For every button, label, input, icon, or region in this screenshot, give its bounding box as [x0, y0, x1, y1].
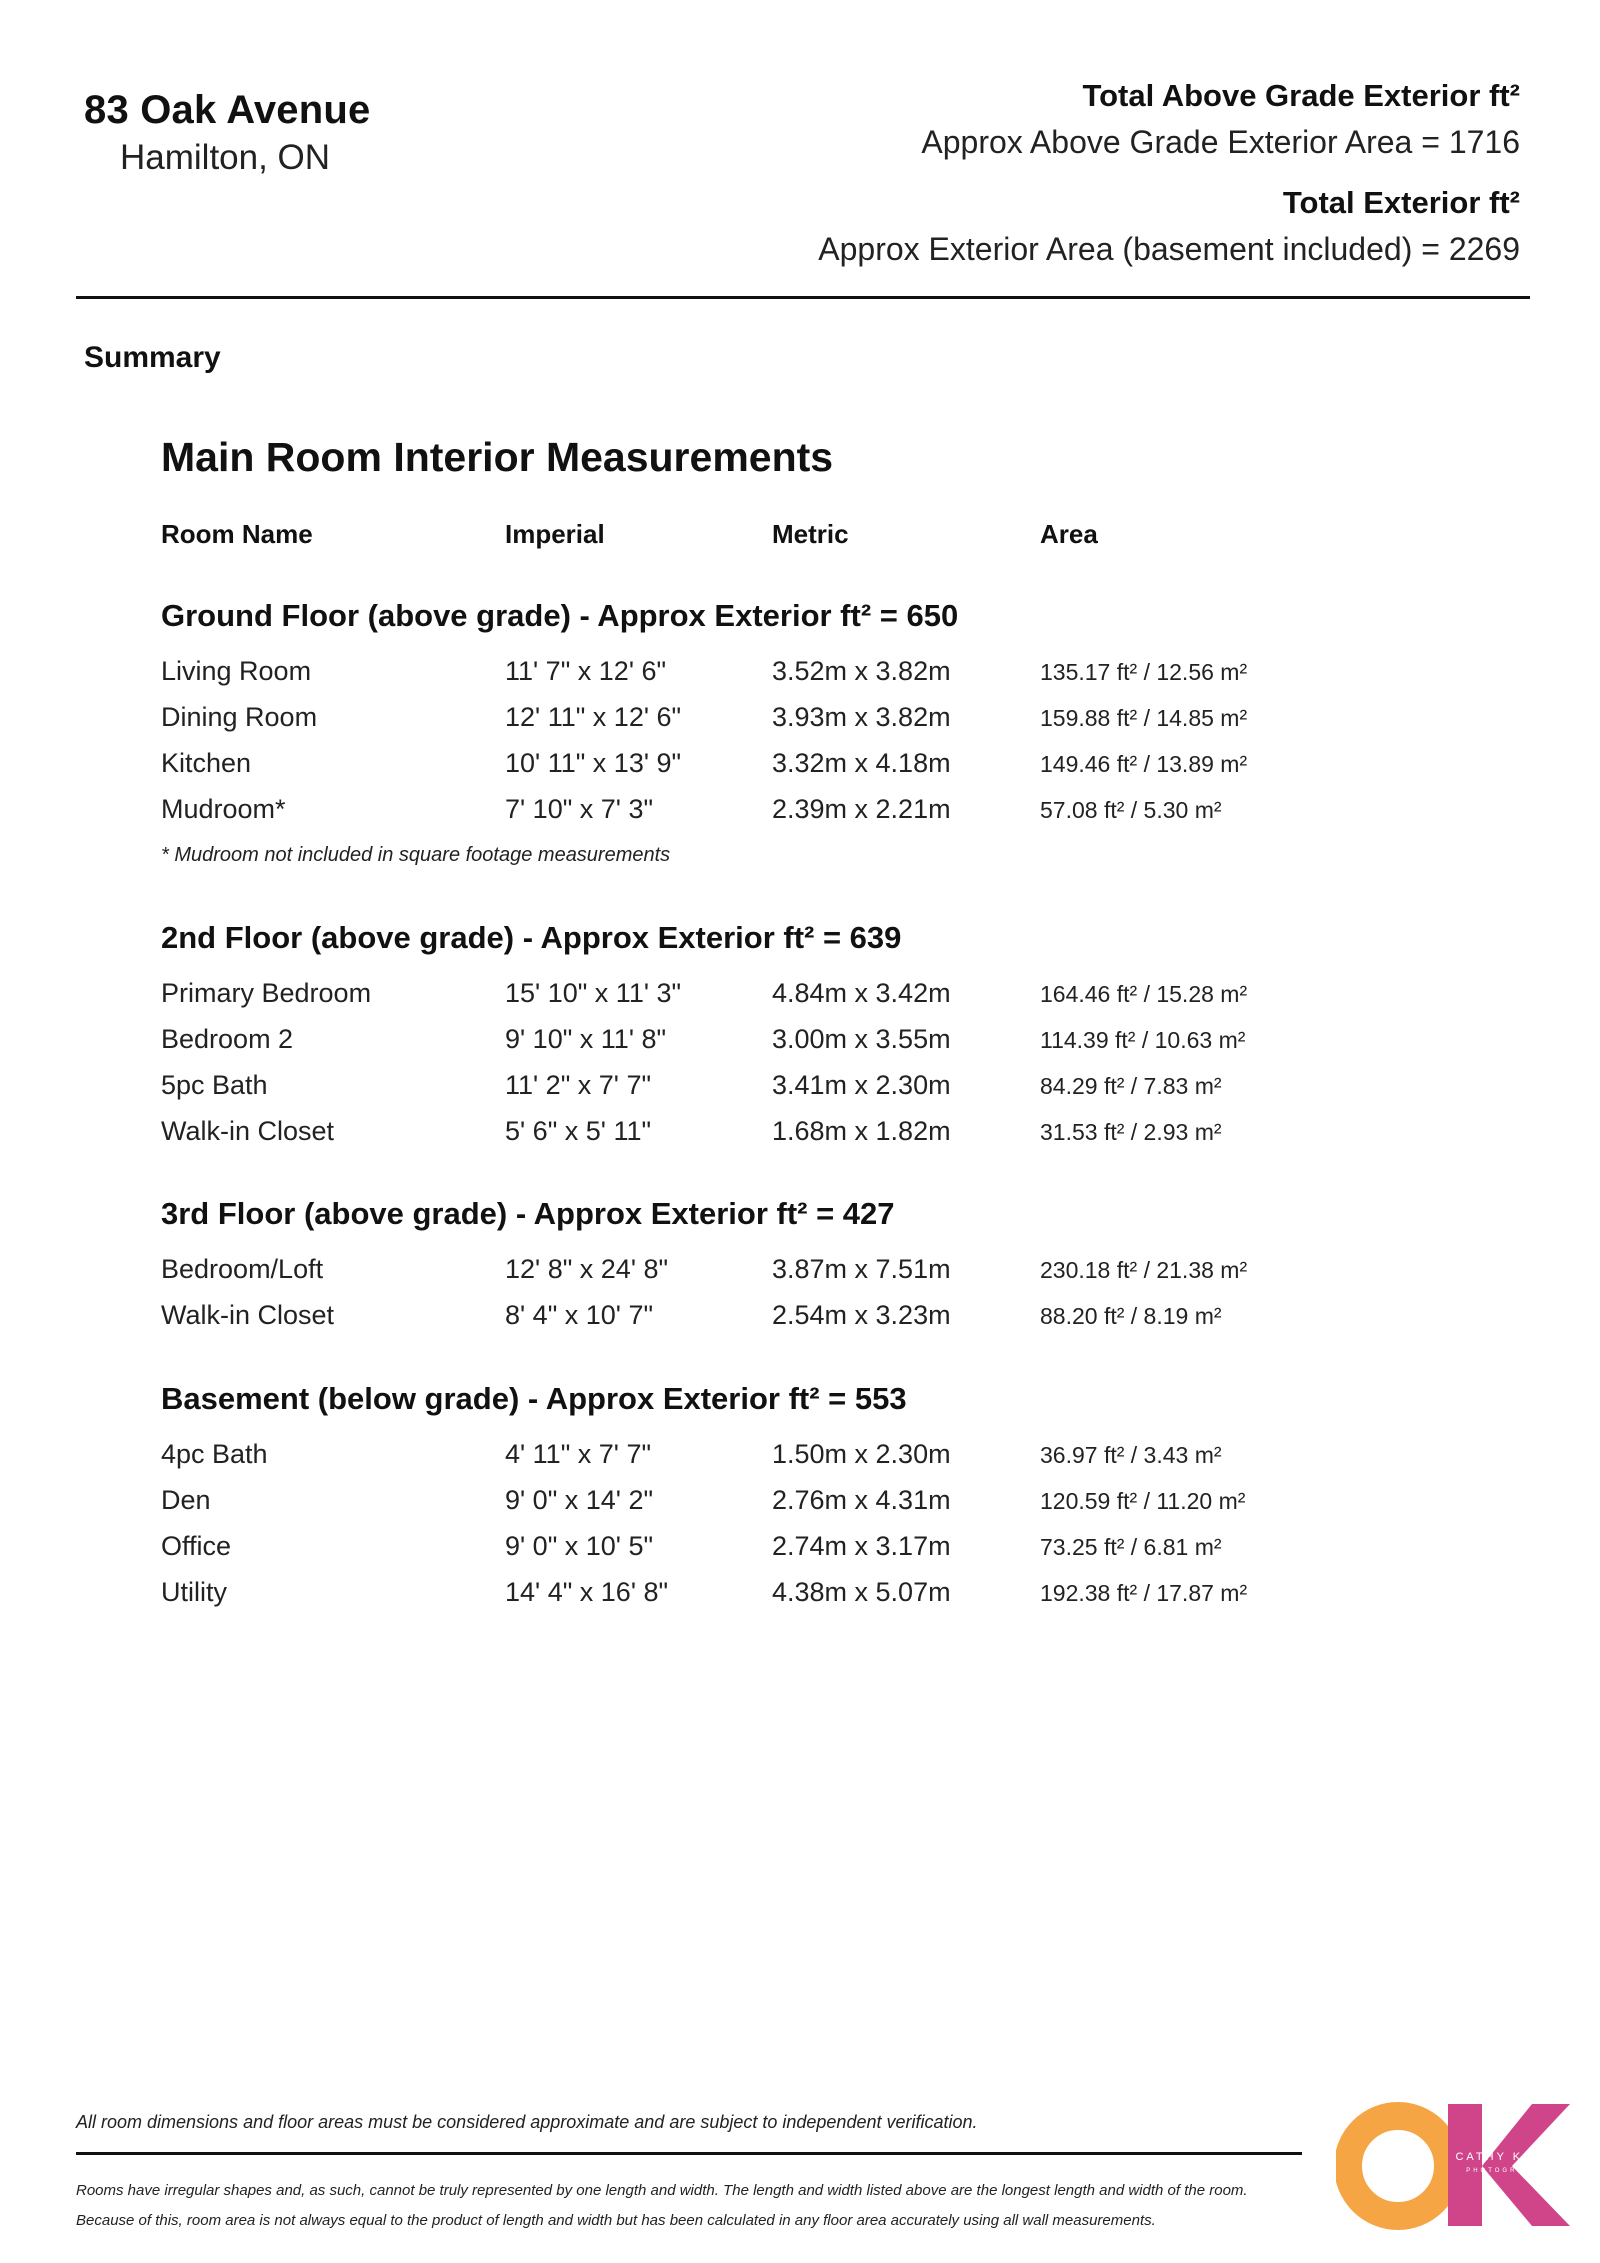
room-imperial: 9' 10" x 11' 8" [505, 1024, 667, 1054]
room-imperial: 5' 6" x 5' 11" [505, 1116, 652, 1146]
header-divider [76, 296, 1530, 299]
table-row [0, 1254, 1600, 1300]
table-row [0, 1300, 1600, 1346]
room-area: 73.25 ft² / 6.81 m² [1040, 1534, 1222, 1560]
section-title-3rd-floor: 3rd Floor (above grade) - Approx Exterior ft² = 427 [161, 1196, 895, 1231]
room-metric: 1.50m x 2.30m [772, 1439, 951, 1469]
table-row [0, 1439, 1600, 1485]
room-metric: 3.52m x 3.82m [772, 656, 951, 686]
table-row [0, 656, 1600, 702]
total-exterior-heading: Total Exterior ft² [1282, 185, 1520, 220]
table-row [0, 794, 1600, 840]
logo-letter-k-lower-arm [1482, 2166, 1570, 2226]
room-metric: 3.00m x 3.55m [772, 1024, 951, 1054]
room-name: Walk-in Closet [161, 1116, 335, 1146]
room-imperial: 12' 8" x 24' 8" [505, 1254, 669, 1284]
section-title-basement: Basement (below grade) - Approx Exterior ft² = 553 [161, 1381, 907, 1416]
room-metric: 3.32m x 4.18m [772, 748, 951, 778]
room-area: 230.18 ft² / 21.38 m² [1040, 1257, 1248, 1283]
section-title-ground-floor: Ground Floor (above grade) - Approx Exterior ft² = 650 [161, 598, 959, 633]
table-row [0, 1024, 1600, 1070]
room-area: 120.59 ft² / 11.20 m² [1040, 1488, 1246, 1514]
room-area: 88.20 ft² / 8.19 m² [1040, 1303, 1222, 1329]
room-metric: 4.84m x 3.42m [772, 978, 951, 1008]
room-imperial: 15' 10" x 11' 3" [505, 978, 682, 1008]
room-name: Office [161, 1531, 232, 1561]
room-area: 114.39 ft² / 10.63 m² [1040, 1027, 1246, 1053]
logo-name-text: CATHY KOOP [1455, 2151, 1557, 2163]
room-metric: 3.93m x 3.82m [772, 702, 951, 732]
room-area: 164.46 ft² / 15.28 m² [1040, 981, 1248, 1007]
room-name: Dining Room [161, 702, 318, 732]
room-area: 84.29 ft² / 7.83 m² [1040, 1073, 1222, 1099]
table-row [0, 978, 1600, 1024]
table-row [0, 1116, 1600, 1162]
table-row [0, 1485, 1600, 1531]
room-imperial: 9' 0" x 10' 5" [505, 1531, 654, 1561]
address-street: 83 Oak Avenue [84, 88, 371, 132]
room-metric: 3.41m x 2.30m [772, 1070, 951, 1100]
mudroom-note: * Mudroom not included in square footage measurements [161, 844, 671, 866]
summary-label: Summary [84, 341, 221, 374]
footer-notes [76, 2176, 1316, 2236]
room-area: 159.88 ft² / 14.85 m² [1040, 705, 1248, 731]
footer-divider [76, 2152, 1302, 2155]
room-name: Living Room [161, 656, 312, 686]
room-name: Walk-in Closet [161, 1300, 335, 1330]
room-metric: 2.76m x 4.31m [772, 1485, 951, 1515]
page-title: Main Room Interior Measurements [161, 434, 834, 480]
room-name: Kitchen [161, 748, 252, 778]
table-row [0, 748, 1600, 794]
column-header-imperial: Imperial [505, 519, 605, 549]
room-metric: 2.54m x 3.23m [772, 1300, 951, 1330]
room-name: Utility [161, 1577, 227, 1607]
room-imperial: 11' 2" x 7' 7" [505, 1070, 652, 1100]
room-name: 4pc Bath [161, 1439, 268, 1469]
room-name: Mudroom* [161, 794, 286, 824]
column-header-area: Area [1040, 519, 1098, 549]
room-metric: 1.68m x 1.82m [772, 1116, 951, 1146]
logo-sub-text: PHOTOGRAPHY [1466, 2168, 1546, 2174]
table-row [0, 702, 1600, 748]
room-metric: 2.74m x 3.17m [772, 1531, 951, 1561]
footer-note-line-1: Rooms have irregular shapes and, as such, cannot be truly represented by one length and width. The length and width listed above are the longest length and width of the room. [76, 2182, 1248, 2199]
room-area: 149.46 ft² / 13.89 m² [1040, 751, 1248, 777]
total-exterior-text: Approx Exterior Area (basement included) = 2269 [818, 231, 1520, 267]
room-name: 5pc Bath [161, 1070, 268, 1100]
room-imperial: 14' 4" x 16' 8" [505, 1577, 669, 1607]
logo-letter-o [1348, 2116, 1448, 2216]
address-city: Hamilton, ON [120, 138, 331, 177]
table-row [0, 1070, 1600, 1116]
room-area: 192.38 ft² / 17.87 m² [1040, 1580, 1248, 1606]
room-area: 36.97 ft² / 3.43 m² [1040, 1442, 1222, 1468]
room-area: 57.08 ft² / 5.30 m² [1040, 797, 1222, 823]
room-imperial: 9' 0" x 14' 2" [505, 1485, 654, 1515]
room-metric: 2.39m x 2.21m [772, 794, 951, 824]
room-metric: 4.38m x 5.07m [772, 1577, 951, 1607]
room-imperial: 10' 11" x 13' 9" [505, 748, 682, 778]
table-row [0, 1577, 1600, 1623]
section-title-2nd-floor: 2nd Floor (above grade) - Approx Exterior ft² = 639 [161, 920, 902, 955]
room-metric: 3.87m x 7.51m [772, 1254, 951, 1284]
footer-note-line-2: Because of this, room area is not always equal to the product of length and width but has been calculated in any floor area accurately using all wall measurements. [76, 2212, 1156, 2229]
room-imperial: 11' 7" x 12' 6" [505, 656, 667, 686]
table-row [0, 1531, 1600, 1577]
logo-letter-k-stem [1448, 2104, 1482, 2226]
room-name: Primary Bedroom [161, 978, 372, 1008]
room-area: 31.53 ft² / 2.93 m² [1040, 1119, 1222, 1145]
above-grade-text: Approx Above Grade Exterior Area = 1716 [921, 124, 1520, 160]
room-name: Den [161, 1485, 211, 1515]
room-imperial: 12' 11" x 12' 6" [505, 702, 682, 732]
cathy-koop-logo [1336, 2100, 1570, 2230]
room-imperial: 7' 10" x 7' 3" [505, 794, 654, 824]
room-name: Bedroom 2 [161, 1024, 294, 1054]
disclaimer-text: All room dimensions and floor areas must be considered approximate and are subject to independent verification. [76, 2112, 978, 2132]
column-header-room: Room Name [161, 519, 313, 549]
column-header-metric: Metric [772, 519, 849, 549]
room-name: Bedroom/Loft [161, 1254, 324, 1284]
room-area: 135.17 ft² / 12.56 m² [1040, 659, 1248, 685]
room-imperial: 8' 4" x 10' 7" [505, 1300, 654, 1330]
room-imperial: 4' 11" x 7' 7" [505, 1439, 652, 1469]
above-grade-heading: Total Above Grade Exterior ft² [1082, 78, 1520, 113]
